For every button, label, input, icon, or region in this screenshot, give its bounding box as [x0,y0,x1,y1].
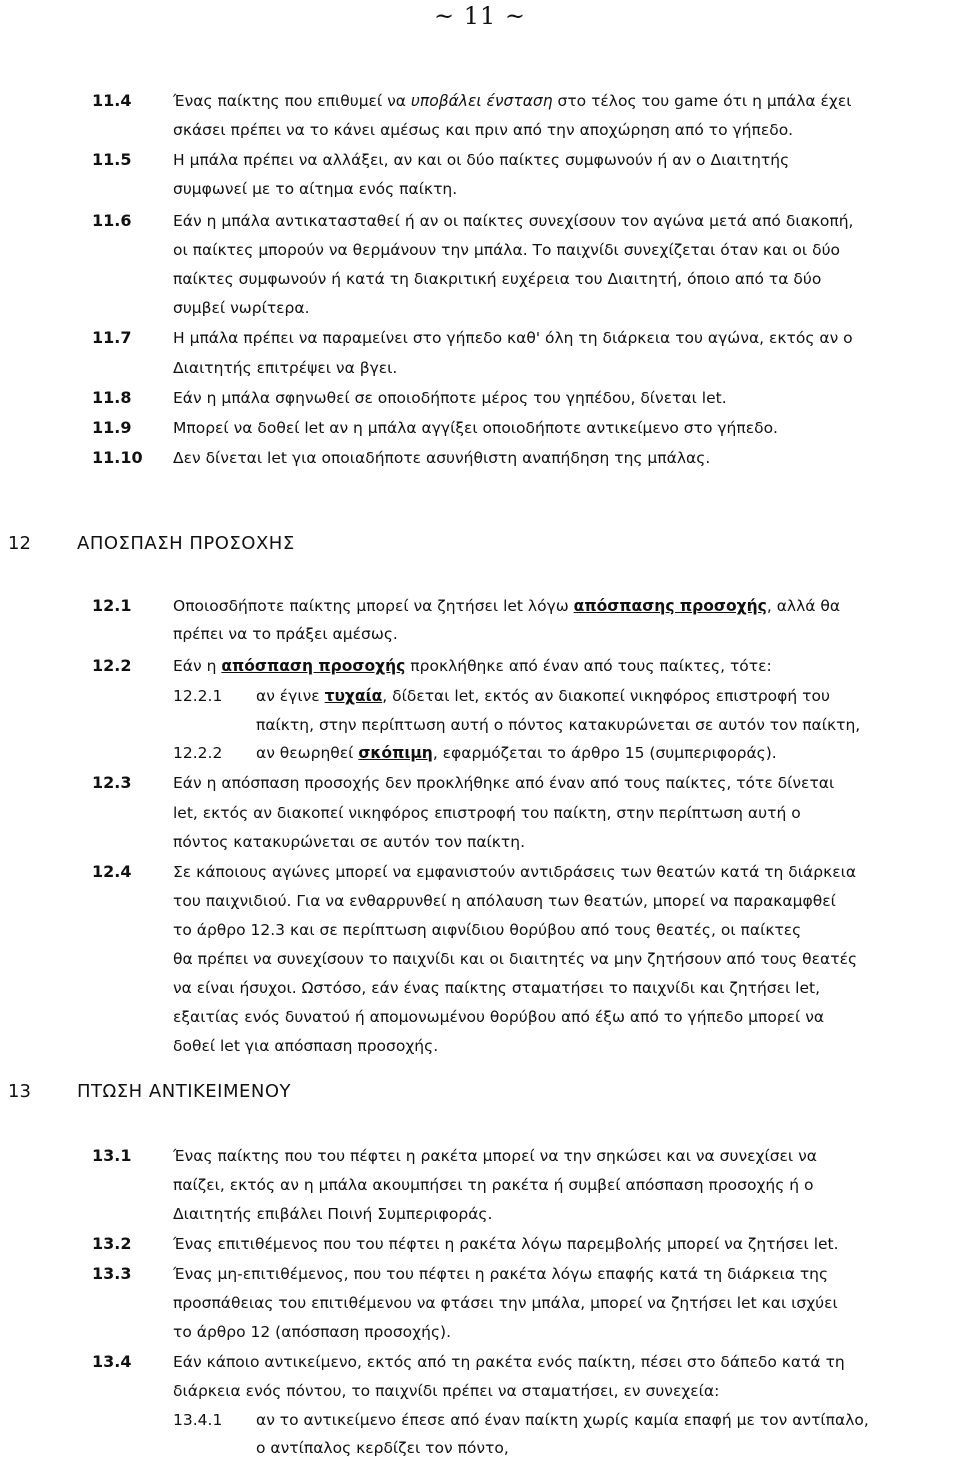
rule-text-line: Ένας μη-επιτιθέμενος, που του πέφτει η ρακέτα λόγω επαφής κατά τη διάρκεια της [173,1265,829,1283]
rule-text-line: παίκτες συμφωνούν ή κατά τη διακριτική ευχέρεια του Διαιτητή, όποιο από τα δύο [173,270,822,288]
rule-text-line: let, εκτός αν διακοπεί νικηφόρος επιστροφή του παίκτη, στην περίπτωση αυτή ο [173,804,801,822]
rule-text-line: εξαιτίας ενός δυνατού ή απομονωμένου θορύβου από έξω από το γήπεδο μπορεί να [173,1008,825,1026]
rule-number: 13.1 [92,1146,132,1165]
section-number: 12 [8,533,31,554]
section-number: 13 [8,1081,31,1102]
rule-text-line: θα πρέπει να συνεχίσουν το παιχνίδι και οι διαιτητές να μην ζητήσουν από τους θεατές [173,950,858,968]
rule-text-line: πόντος κατακυρώνεται σε αυτόν τον παίκτη. [173,833,526,851]
rule-text-line: διάρκεια ενός πόντου, το παιχνίδι πρέπει να σταματήσει, εν συνεχεία: [173,1382,720,1400]
section-heading: ΠΤΩΣΗ ΑΝΤΙΚΕΙΜΕΝΟΥ [77,1081,292,1102]
rule-text-line: Μπορεί να δοθεί let αν η μπάλα αγγίξει οποιοδήποτε αντικείμενο στο γήπεδο. [173,419,778,437]
rule-text-line: Διαιτητής επιτρέψει να βγει. [173,359,398,377]
rule-text-line: Εάν κάποιο αντικείμενο, εκτός από τη ρακέτα ενός παίκτη, πέσει στο δάπεδο κατά τη [173,1353,845,1371]
rule-number: 13.4 [92,1352,132,1371]
rule-text-line: Η μπάλα πρέπει να παραμείνει στο γήπεδο καθ' όλη τη διάρκεια του αγώνα, εκτός αν ο [173,329,853,347]
rule-text-line: αν το αντικείμενο έπεσε από έναν παίκτη χωρίς καμία επαφή με τον αντίπαλο, [256,1411,869,1429]
rule-text-line: Ένας παίκτης που επιθυμεί να υποβάλει ένσταση στο τέλος του game ότι η μπάλα έχει [173,92,852,110]
rule-text-line: πρέπει να το πράξει αμέσως. [173,625,398,643]
rule-text-line: Εάν η μπάλα αντικατασταθεί ή αν οι παίκτες συνεχίσουν τον αγώνα μετά από διακοπή, [173,212,854,230]
rule-number: 12.1 [92,596,132,615]
rule-text-line: Εάν η μπάλα σφηνωθεί σε οποιοδήποτε μέρος του γηπέδου, δίνεται let. [173,389,727,407]
rule-number: 11.6 [92,211,132,230]
rule-text-line: του παιχνιδιού. Για να ενθαρρυνθεί η απόλαυση των θεατών, μπορεί να παρακαμφθεί [173,892,836,910]
rule-text-line: Εάν η απόσπαση προσοχής προκλήθηκε από έναν από τους παίκτες, τότε: [173,657,772,675]
rule-text-line: Η μπάλα πρέπει να αλλάξει, αν και οι δύο παίκτες συμφωνούν ή αν ο Διαιτητής [173,151,790,169]
rule-text-line: οι παίκτες μπορούν να θερμάνουν την μπάλα. Το παιχνίδι συνεχίζεται όταν και οι δύο [173,241,841,259]
subrule-number: 13.4.1 [173,1411,223,1429]
rule-number: 12.3 [92,773,132,792]
page-number: ~ 11 ~ [433,2,526,30]
rule-text-line: προσπάθειας του επιτιθέμενου να φτάσει την μπάλα, μπορεί να ζητήσει let και ισχύει [173,1294,838,1312]
rule-text-line: δοθεί let για απόσπαση προσοχής. [173,1037,439,1055]
rule-text-line: Ένας παίκτης που του πέφτει η ρακέτα μπορεί να την σηκώσει και να συνεχίσει να [173,1147,817,1165]
rule-text-line: το άρθρο 12 (απόσπαση προσοχής). [173,1323,452,1341]
rule-number: 11.10 [92,448,143,467]
rule-text-line: Σε κάποιους αγώνες μπορεί να εμφανιστούν αντιδράσεις των θεατών κατά τη διάρκεια [173,863,857,881]
rule-number: 11.4 [92,91,132,110]
section-heading: ΑΠΟΣΠΑΣΗ ΠΡΟΣΟΧΗΣ [77,533,295,554]
rule-number: 13.2 [92,1234,132,1253]
rule-text-line: Οποιοσδήποτε παίκτης μπορεί να ζητήσει let λόγω απόσπασης προσοχής, αλλά θα [173,597,841,615]
rule-text-line: αν έγινε τυχαία, δίδεται let, εκτός αν διακοπεί νικηφόρος επιστροφή του [256,687,830,705]
rule-text-line: το άρθρο 12.3 και σε περίπτωση αιφνίδιου θορύβου από τους θεατές, οι παίκτες [173,921,802,939]
rule-text-line: συμβεί νωρίτερα. [173,299,310,317]
rule-text-line: παίκτη, στην περίπτωση αυτή ο πόντος κατακυρώνεται σε αυτόν τον παίκτη, [256,716,861,734]
rule-text-line: Διαιτητής επιβάλει Ποινή Συμπεριφοράς. [173,1205,493,1223]
rule-text-line: Εάν η απόσπαση προσοχής δεν προκλήθηκε από έναν από τους παίκτες, τότε δίνεται [173,774,835,792]
rule-text-line: Δεν δίνεται let για οποιαδήποτε ασυνήθιστη αναπήδηση της μπάλας. [173,449,711,467]
rule-number: 11.9 [92,418,132,437]
rule-number: 11.7 [92,328,132,347]
subrule-number: 12.2.1 [173,687,223,705]
rule-text-line: Ένας επιτιθέμενος που του πέφτει η ρακέτα λόγω παρεμβολής μπορεί να ζητήσει let. [173,1235,839,1253]
rule-number: 12.2 [92,656,132,675]
rule-text-line: συμφωνεί με το αίτημα ενός παίκτη. [173,180,458,198]
rule-number: 11.5 [92,150,132,169]
rule-text-line: σκάσει πρέπει να το κάνει αμέσως και πριν από την αποχώρηση από το γήπεδο. [173,121,794,139]
subrule-number: 12.2.2 [173,744,223,762]
rule-text-line: να είναι ήσυχοι. Ωστόσο, εάν ένας παίκτης σταματήσει το παιχνίδι και ζητήσει let, [173,979,821,997]
rule-text-line: ο αντίπαλος κερδίζει τον πόντο, [256,1439,509,1457]
rule-text-line: αν θεωρηθεί σκόπιμη, εφαρμόζεται το άρθρο 15 (συμπεριφοράς). [256,744,777,762]
rule-number: 11.8 [92,388,132,407]
rule-number: 13.3 [92,1264,132,1283]
rule-text-line: παίζει, εκτός αν η μπάλα ακουμπήσει τη ρακέτα ή συμβεί απόσπαση προσοχής ή ο [173,1176,814,1194]
rule-number: 12.4 [92,862,132,881]
